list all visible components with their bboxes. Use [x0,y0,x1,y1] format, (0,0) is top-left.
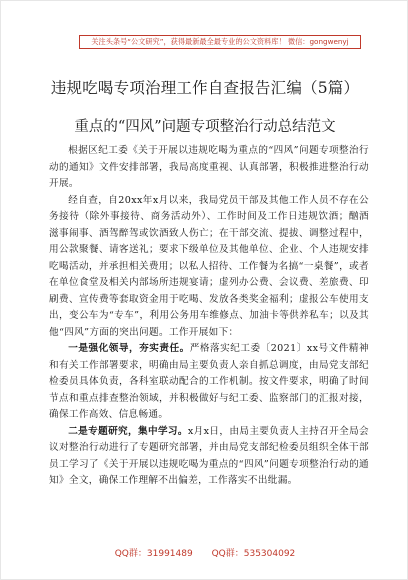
body-paragraph-4 [49,424,369,490]
header-banner [79,35,361,49]
paragraph-text: 根据区纪工委《关于开展以违规吃喝为重点的“四风”问题专项整治行动的通知》文件安排部署，我局高度重视、认真部署，积极推进整治行动开展。 [49,145,369,189]
document-body [49,143,369,490]
body-paragraph-1 [49,143,369,193]
footer-contacts [1,546,408,559]
paragraph-text: x月x日，由局主要负责人主持召开全局会议对整治行动进行了专题研究部署，并由局党支部纪检委员组织全体干部员工学习了《关于开展以违规吃喝为重点的“四风”问题专项整治行动的通知》全文，确保工作理解不出偏差，工作落实不出纰漏。 [49,425,369,486]
qq-group-2: QQ群：535304092 [211,549,296,559]
body-paragraph-2 [49,193,369,342]
paragraph-text: 经自查，自20xx年x月以来，我局党员干部及其他工作人员不存在公务接待（除外事接待、商务活动外）、工作时间及工作日违规饮酒；酗酒滋事闹事、酒驾醉驾或饮酒致人伤亡；在干部交流、提拔、调整过程中，用公款聚餐、请客送礼；要求下级单位及其他单位、企业、个人违规安排吃喝活动，并承担相关费用；以私人招待、工作餐为名搞“一桌餐”，或者在单位食堂及相关内部场所违规宴请；虚列办公费、会议费、差旅费、印刷费、宣传费等套取资金用于吃喝、发放各类奖金福利；虚报公车使用支出，变公车为“专车”，利用公务用车维修点、加油卡等供养私车；以及其他“四风”方面的突出问题。工作开展如下： [49,194,369,338]
paragraph-lead: 一是强化领导，夯实责任。 [68,343,190,354]
paragraph-text: 严格落实纪工委〔2021〕xx号文件精神和有关工作部署要求，明确由局主要负责人亲自抓总调度，由局党支部纪检委员具体负责，各科室联动配合的工作机制。按文件要求，明确了时间节点和重点排查整治领域，并积极做好与纪工委、监察部门的汇报对接，确保工作高效、信息畅通。 [49,343,369,420]
qq-group-1: QQ群：31991489 [114,549,193,559]
paragraph-lead: 二是专题研究，集中学习。 [68,425,188,437]
body-paragraph-3 [49,341,369,424]
document-title: 违规吃喝专项治理工作自查报告汇编（5篇） [50,79,360,97]
header-banner-text: 关注头条号“公文研究”，获得最新最全最专业的公文资料库！ 微信：gongwenyj [91,37,349,46]
section-title: 重点的“四风”问题专项整治行动总结范文 [74,119,336,135]
